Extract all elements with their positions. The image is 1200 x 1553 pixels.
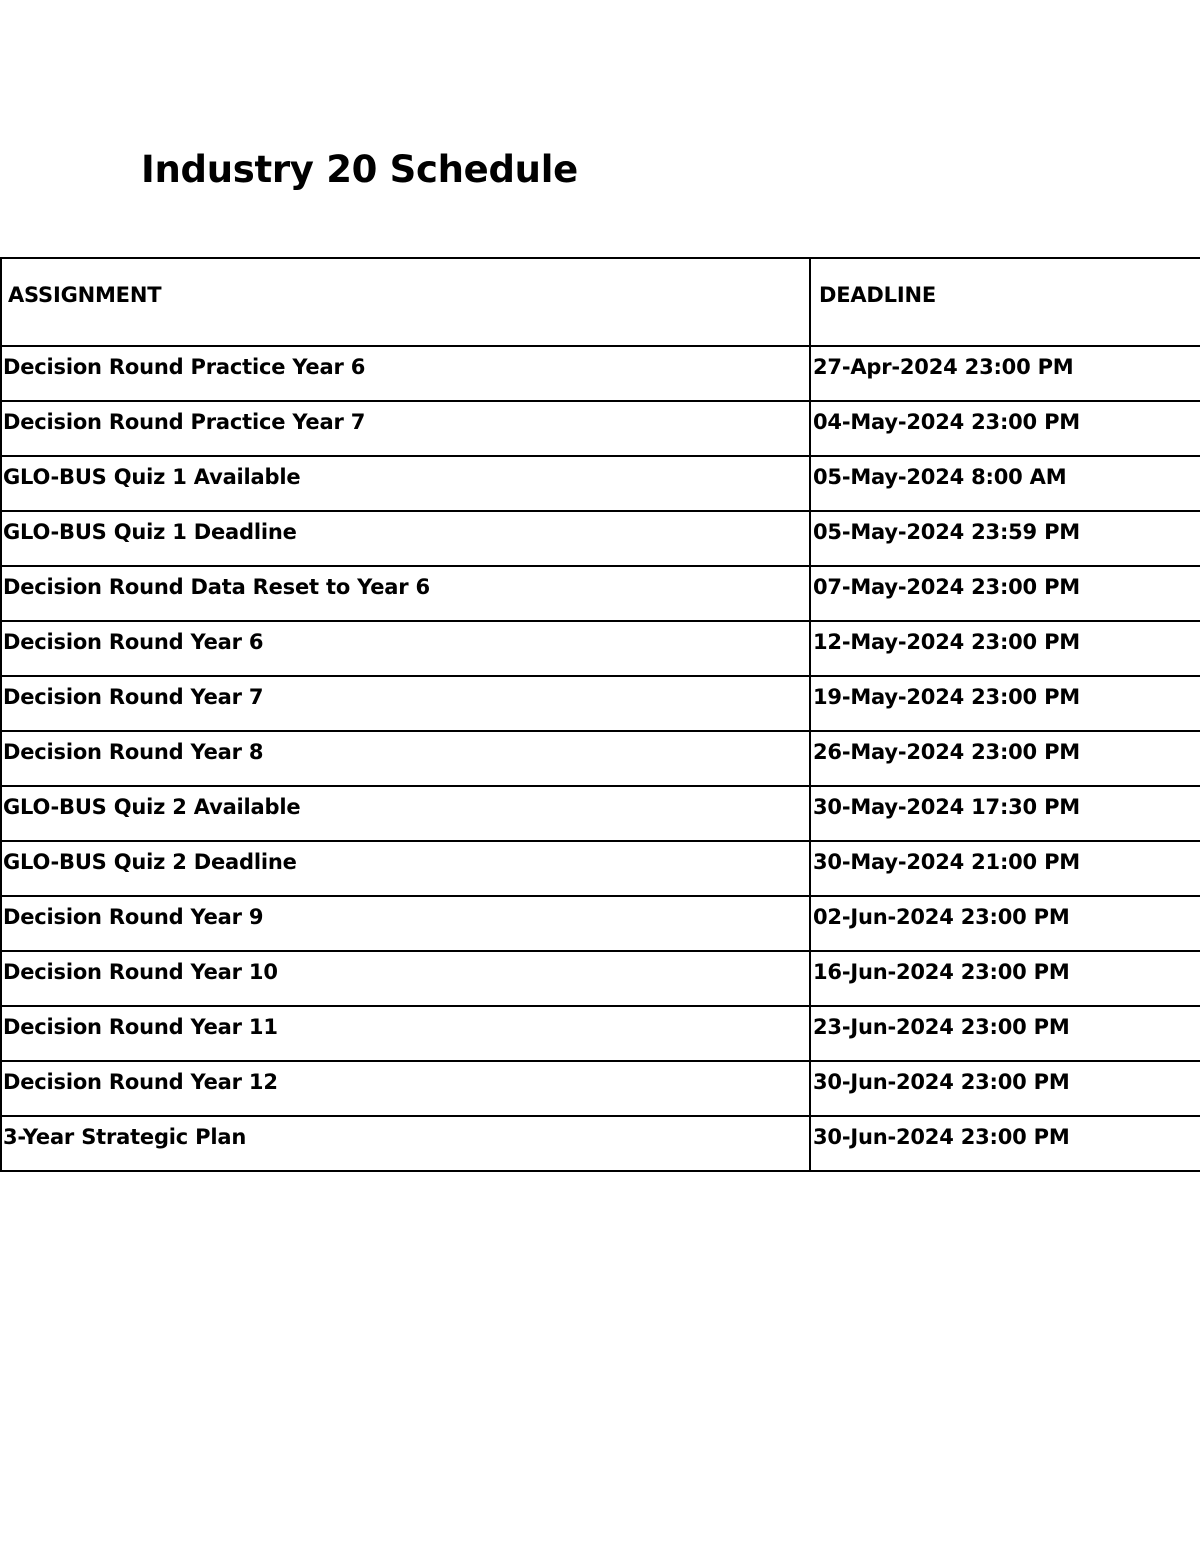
table-row (1, 731, 1200, 786)
assignment-cell: 3-Year Strategic Plan (1, 1116, 810, 1171)
table-row (1, 1061, 1200, 1116)
deadline-cell: 07-May-2024 23:00 PM (810, 566, 1200, 621)
assignment-cell: Decision Round Practice Year 6 (1, 346, 810, 401)
assignment-cell: Decision Round Year 7 (1, 676, 810, 731)
table-row (1, 346, 1200, 401)
deadline-cell: 30-Jun-2024 23:00 PM (810, 1061, 1200, 1116)
assignment-cell: Decision Round Year 12 (1, 1061, 810, 1116)
assignment-cell: Decision Round Year 8 (1, 731, 810, 786)
deadline-cell: 05-May-2024 23:59 PM (810, 511, 1200, 566)
table-row (1, 951, 1200, 1006)
assignment-column-header: ASSIGNMENT (1, 258, 810, 346)
table-row (1, 786, 1200, 841)
page-title: Industry 20 Schedule (141, 148, 578, 191)
deadline-cell: 30-May-2024 21:00 PM (810, 841, 1200, 896)
assignment-cell: Decision Round Year 9 (1, 896, 810, 951)
deadline-cell: 02-Jun-2024 23:00 PM (810, 896, 1200, 951)
assignment-cell: GLO-BUS Quiz 1 Deadline (1, 511, 810, 566)
assignment-cell: Decision Round Data Reset to Year 6 (1, 566, 810, 621)
table-row (1, 621, 1200, 676)
table-row (1, 896, 1200, 951)
table-row (1, 456, 1200, 511)
table-row (1, 676, 1200, 731)
schedule-table (0, 257, 1200, 1172)
deadline-cell: 30-May-2024 17:30 PM (810, 786, 1200, 841)
deadline-cell: 30-Jun-2024 23:00 PM (810, 1116, 1200, 1171)
table-row (1, 566, 1200, 621)
table-row (1, 1116, 1200, 1171)
assignment-cell: Decision Round Practice Year 7 (1, 401, 810, 456)
deadline-cell: 12-May-2024 23:00 PM (810, 621, 1200, 676)
deadline-cell: 05-May-2024 8:00 AM (810, 456, 1200, 511)
table-header-row (1, 258, 1200, 346)
deadline-cell: 04-May-2024 23:00 PM (810, 401, 1200, 456)
table-row (1, 401, 1200, 456)
deadline-column-header: DEADLINE (810, 258, 1200, 346)
deadline-cell: 19-May-2024 23:00 PM (810, 676, 1200, 731)
assignment-cell: Decision Round Year 11 (1, 1006, 810, 1061)
table-row (1, 511, 1200, 566)
assignment-cell: GLO-BUS Quiz 2 Available (1, 786, 810, 841)
deadline-cell: 26-May-2024 23:00 PM (810, 731, 1200, 786)
table-row (1, 1006, 1200, 1061)
deadline-cell: 23-Jun-2024 23:00 PM (810, 1006, 1200, 1061)
assignment-cell: GLO-BUS Quiz 1 Available (1, 456, 810, 511)
deadline-cell: 27-Apr-2024 23:00 PM (810, 346, 1200, 401)
assignment-cell: Decision Round Year 6 (1, 621, 810, 676)
table-row (1, 841, 1200, 896)
assignment-cell: GLO-BUS Quiz 2 Deadline (1, 841, 810, 896)
assignment-cell: Decision Round Year 10 (1, 951, 810, 1006)
deadline-cell: 16-Jun-2024 23:00 PM (810, 951, 1200, 1006)
